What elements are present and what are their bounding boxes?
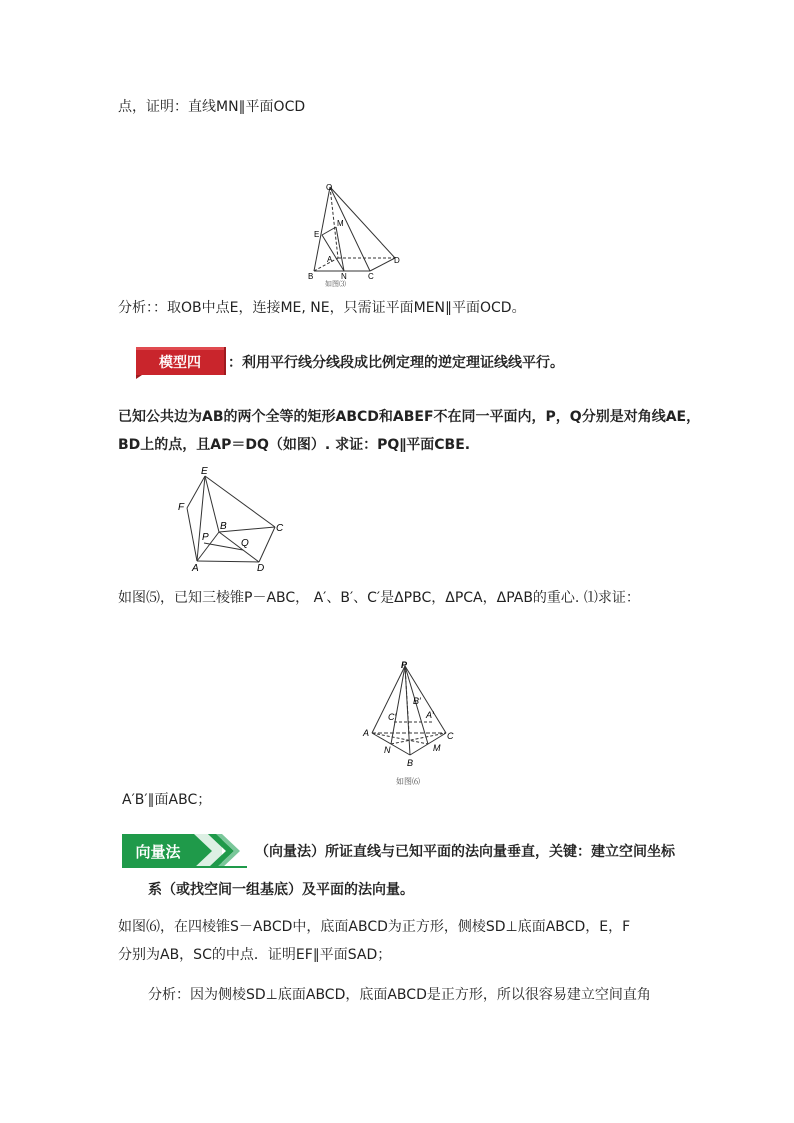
fig3-label-c-prime: C′	[388, 712, 397, 722]
figure-two-rectangles-svg	[175, 464, 295, 579]
fig3-label-n: N	[384, 745, 391, 755]
figure-two-rectangles	[175, 464, 295, 583]
fig3-label-a: A	[363, 728, 370, 738]
fig3-label-b: B	[407, 758, 414, 768]
fig2-label-e: E	[201, 466, 208, 477]
fig1-label-c: C	[368, 272, 374, 281]
fig3-label-m: M	[433, 743, 441, 753]
figure-pyramid-ocd	[300, 180, 410, 294]
fig1-label-o: O	[326, 183, 333, 192]
fig2-label-f: F	[178, 502, 185, 513]
text-line-8: （向量法）所证直线与已知平面的法向量垂直，关键：建立空间坐标	[255, 844, 675, 860]
fig1-label-b: B	[308, 272, 314, 281]
model-four-badge	[136, 347, 226, 383]
text-line-1: 点，证明：直线MN∥平面OCD	[118, 99, 306, 115]
text-line-9: 系（或找空间一组基底）及平面的法向量。	[148, 882, 414, 898]
fig1-caption: 如图⑶	[325, 281, 346, 288]
fig3-caption: 如图⑹	[396, 777, 420, 786]
vector-method-label: 向量法	[135, 844, 181, 861]
fig1-label-e: E	[314, 230, 320, 239]
fig2-label-p: P	[202, 532, 209, 543]
fig1-label-a: A	[327, 255, 333, 264]
fig3-label-p: P	[401, 660, 408, 670]
text-line-12: 分析：因为侧棱SD⊥底面ABCD，底面ABCD是正方形，所以很容易建立空间直角	[148, 987, 651, 1003]
figure-triangular-pyramid	[360, 660, 460, 794]
fig1-label-n: N	[341, 272, 347, 281]
fig1-label-d: D	[394, 256, 400, 265]
text-line-3: ：利用平行线分线段成比例定理的逆定理证线线平行。	[228, 355, 564, 371]
text-line-10: 如图⑹，在四棱锥S－ABCD中，底面ABCD为正方形，侧棱SD⊥底面ABCD，E，F	[118, 919, 631, 935]
text-line-6: 如图⑸，已知三棱锥P－ABC， A′、B′、C′是ΔPBC，ΔPCA，ΔPAB的重心. ⑴求证：	[118, 590, 640, 606]
figure-pyramid-ocd-svg	[300, 180, 410, 290]
fig2-label-c: C	[276, 523, 284, 534]
text-line-11: 分别为AB，SC的中点．证明EF∥平面SAD；	[118, 947, 392, 963]
model-four-label: 模型四	[159, 354, 201, 370]
fig2-label-a: A	[192, 563, 199, 574]
fig3-label-c: C	[447, 731, 454, 741]
fig2-label-d: D	[257, 563, 265, 574]
text-line-7: A′B′∥面ABC；	[122, 792, 212, 808]
fig2-label-b: B	[220, 521, 227, 532]
text-line-5: BD上的点，且AP＝DQ（如图）. 求证：PQ∥平面CBE.	[118, 437, 471, 453]
fig3-label-b-prime: B′	[413, 696, 421, 706]
fig2-label-q: Q	[241, 538, 249, 549]
figure-triangular-pyramid-svg	[360, 660, 460, 790]
fig3-label-a-prime: A′	[426, 710, 434, 720]
fig1-label-m: M	[337, 219, 344, 228]
text-line-2: 分析：：取OB中点E，连接ME, NE，只需证平面MEN∥平面OCD。	[118, 300, 526, 316]
vector-method-badge	[122, 834, 247, 872]
text-line-4: 已知公共边为AB的两个全等的矩形ABCD和ABEF不在同一平面内，P，Q分别是对角线AE，	[118, 409, 701, 425]
